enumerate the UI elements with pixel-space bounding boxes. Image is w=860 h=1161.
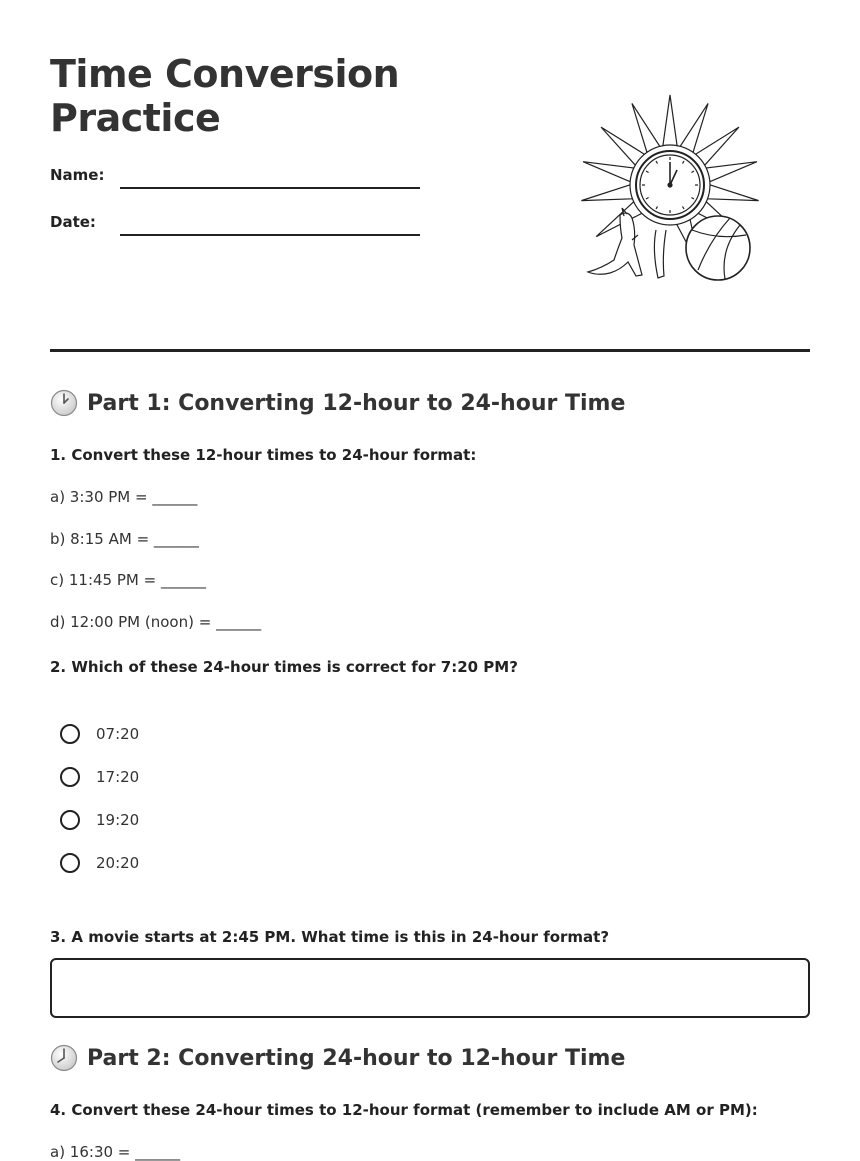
clock-icon — [50, 389, 78, 417]
title-line-1: Time Conversion — [50, 52, 400, 96]
question-3-answer-box[interactable] — [50, 958, 810, 1018]
question-1-item-b: b) 8:15 AM = ______ — [50, 530, 199, 548]
title-line-2: Practice — [50, 96, 221, 140]
radio-button[interactable] — [60, 767, 80, 787]
part2-heading — [50, 1044, 625, 1072]
section-divider — [50, 349, 810, 352]
option-label: 17:20 — [96, 768, 140, 786]
question-2-option-c[interactable] — [60, 810, 139, 830]
part1-heading-text: Part 1: Converting 12-hour to 24-hour Time — [87, 390, 626, 416]
question-3: 3. A movie starts at 2:45 PM. What time is this in 24-hour format? — [50, 928, 610, 946]
question-2: 2. Which of these 24-hour times is correct for 7:20 PM? — [50, 658, 518, 676]
question-4: 4. Convert these 24-hour times to 12-hour format (remember to include AM or PM): — [50, 1101, 758, 1119]
name-field[interactable] — [120, 187, 420, 189]
question-2-option-b[interactable] — [60, 767, 139, 787]
radio-button[interactable] — [60, 724, 80, 744]
part1-heading — [50, 389, 625, 417]
question-1-item-a: a) 3:30 PM = ______ — [50, 488, 198, 506]
radio-button[interactable] — [60, 810, 80, 830]
question-1-item-c: c) 11:45 PM = ______ — [50, 571, 206, 589]
radio-button[interactable] — [60, 853, 80, 873]
option-label: 07:20 — [96, 725, 140, 743]
date-field[interactable] — [120, 234, 420, 236]
question-2-option-d[interactable] — [60, 853, 139, 873]
clock-icon — [50, 1044, 78, 1072]
question-1-item-d: d) 12:00 PM (noon) = ______ — [50, 613, 262, 631]
name-label: Name: — [50, 166, 105, 184]
question-4-item-a: a) 16:30 = ______ — [50, 1143, 181, 1161]
part2-heading-text: Part 2: Converting 24-hour to 12-hour Time — [87, 1045, 626, 1071]
page-title — [50, 52, 399, 140]
question-2-option-a[interactable] — [60, 724, 139, 744]
date-label: Date: — [50, 213, 96, 231]
option-label: 20:20 — [96, 854, 140, 872]
sun-clock-illustration-icon — [580, 90, 760, 290]
question-1: 1. Convert these 12-hour times to 24-hour format: — [50, 446, 477, 464]
option-label: 19:20 — [96, 811, 140, 829]
